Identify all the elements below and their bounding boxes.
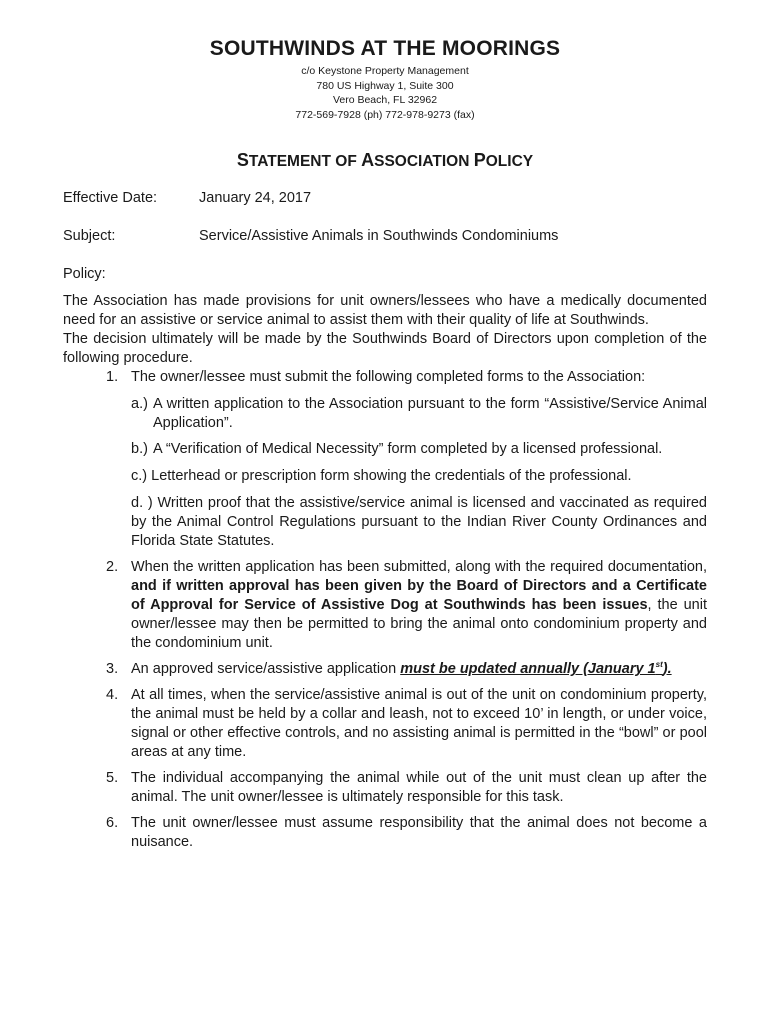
sub-item-d: d. ) Written proof that the assistive/service animal is licensed and vaccinated as required by the Animal Control Regulations pursuant to the Indian River County Ordinances and Florida State Statutes. [131,495,707,549]
effective-date-label: Effective Date: [63,190,158,206]
list-item-3 [63,660,707,679]
list-item-5 [63,769,707,807]
list-item-text: When the written application has been submitted, along with the required documentation, and if written approval has been given by the Board of Directors and a Certificate of Approval for Service of Assistive Dog at Southwinds has been issues, the unit owner/lessee may then be permitted to bring the animal onto condominium property and the condominium unit. [131,559,707,651]
list-item-2 [63,558,707,653]
sub-item-a [63,395,707,433]
intro-paragraph-2: The decision ultimately will be made by the Southwinds Board of Directors upon completion of the following procedure. [63,331,707,366]
subject-label: Subject: [63,228,116,244]
policy-document [63,36,707,852]
address-line-care-of: c/o Keystone Property Management [301,65,469,77]
subject-row [63,226,707,246]
list-number: 2. [106,559,119,575]
list-item-4 [63,686,707,762]
list-item-text: The owner/lessee must submit the following completed forms to the Association: [131,369,646,385]
annual-update-emphasis: must be updated annually (January 1st). [400,660,672,677]
sub-item-text: A “Verification of Medical Necessity” form completed by a licensed professional. [153,441,663,457]
list-number: 4. [106,687,119,703]
list-item-text: The individual accompanying the animal while out of the unit must clean up after the animal. The unit owner/lessee is ultimately responsible for this task. [131,770,707,805]
subject-value: Service/Assistive Animals in Southwinds Condominiums [199,228,559,244]
list-number: 1. [106,369,119,385]
address-block [63,64,707,122]
address-line-street: 780 US Highway 1, Suite 300 [316,79,454,92]
list-item-6 [63,814,707,852]
list-number: 6. [106,815,119,831]
sub-item-b [63,440,707,459]
document-heading: STATEMENT OF ASSOCIATION POLICY [236,150,534,170]
list-item-text: An approved service/assistive application must be updated annually (January 1st). [131,660,672,677]
intro-paragraph-1: The Association has made provisions for unit owners/lessees who have a medically documented need for an assistive or service animal to assist them with their quality of life at Southwinds. [63,293,707,328]
list-number: 3. [106,661,119,677]
sub-item-label: a.) [131,396,148,412]
list-number: 5. [106,770,119,786]
address-line-phone: 772-569-7928 (ph) 772-978-9273 (fax) [295,108,475,121]
association-title: SOUTHWINDS AT THE MOORINGS [209,37,561,60]
list-item-text: At all times, when the service/assistive animal is out of the unit on condominium property, the animal must be held by a collar and leash, not to exceed 10’ in length, or under voice, signal or other effective controls, and no assisting animal is permitted in the “bowl” or pool areas at any time. [131,687,707,760]
address-line-city: Vero Beach, FL 32962 [332,94,438,106]
list-item-text: The unit owner/lessee must assume responsibility that the animal does not become a nuisance. [131,815,707,850]
effective-date-value: January 24, 2017 [199,190,312,206]
effective-date-row [63,188,707,208]
sub-item-c: c.) Letterhead or prescription form showing the credentials of the professional. [131,468,632,484]
sub-item-label: b.) [131,441,148,457]
list-item-1 [63,368,707,387]
policy-label-row [63,264,707,284]
policy-label: Policy: [63,266,106,282]
sub-item-text: A written application to the Association pursuant to the form “Assistive/Service Animal Application”. [153,396,707,431]
approval-condition-bold: and if written approval has been given by the Board of Directors and a Certificate of Approval for Service of Assistive Dog at Southwinds has been issues [131,578,707,613]
